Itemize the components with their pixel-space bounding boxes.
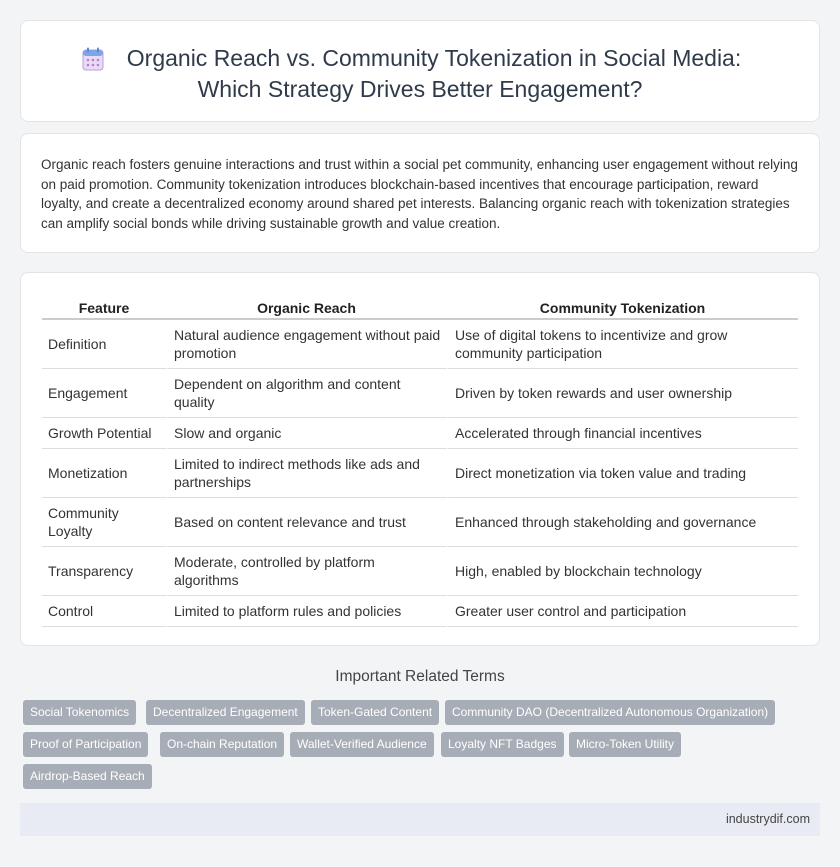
footer-site-link[interactable]: industrydif.com bbox=[725, 812, 810, 826]
related-terms-heading: Important Related Terms bbox=[335, 668, 505, 685]
table-row bbox=[42, 369, 798, 418]
tag-social-tokenomics[interactable]: Social Tokenomics bbox=[23, 700, 136, 725]
table-row bbox=[42, 418, 798, 449]
row-organic-reach: Limited to platform rules and policies bbox=[166, 596, 447, 627]
table-row bbox=[42, 320, 798, 369]
intro-card bbox=[20, 133, 820, 253]
row-organic-reach: Based on content relevance and trust bbox=[166, 498, 447, 547]
comparison-card bbox=[20, 272, 820, 646]
row-feature: Control bbox=[42, 596, 166, 627]
row-organic-reach: Moderate, controlled by platform algorithms bbox=[166, 547, 447, 596]
row-community-tokenization: Use of digital tokens to incentivize and grow community participation bbox=[447, 320, 798, 369]
intro-paragraph: Organic reach fosters genuine interactions and trust within a social pet community, enhancing user engagement without relying on paid promotion. Community tokenization introduces blockchain-based incentives that encourage participation, reward loyalty, and create a decentralized economy around shared pet interests. Balancing organic reach with tokenization strategies can amplify social bonds while driving sustainable growth and value creation. bbox=[41, 157, 798, 231]
footer bbox=[20, 803, 820, 836]
row-organic-reach: Slow and organic bbox=[166, 418, 447, 449]
tag-on-chain-reputation[interactable]: On-chain Reputation bbox=[160, 732, 284, 757]
row-community-tokenization: Direct monetization via token value and trading bbox=[447, 449, 798, 498]
row-feature: Definition bbox=[42, 320, 166, 369]
row-organic-reach: Natural audience engagement without paid promotion bbox=[166, 320, 447, 369]
tag-loyalty-nft-badges[interactable]: Loyalty NFT Badges bbox=[441, 732, 564, 757]
row-community-tokenization: Enhanced through stakeholding and governance bbox=[447, 498, 798, 547]
column-header-feature: Feature bbox=[42, 297, 166, 320]
row-community-tokenization: High, enabled by blockchain technology bbox=[447, 547, 798, 596]
tag-wallet-verified-audience[interactable]: Wallet-Verified Audience bbox=[290, 732, 434, 757]
table-row bbox=[42, 596, 798, 627]
page-title bbox=[21, 43, 819, 105]
table-row bbox=[42, 449, 798, 498]
page-title-line2: Which Strategy Drives Better Engagement? bbox=[197, 76, 643, 102]
row-feature: Monetization bbox=[42, 449, 166, 498]
page-title-line1: Organic Reach vs. Community Tokenization in Social Media: bbox=[126, 45, 742, 71]
row-feature: Engagement bbox=[42, 369, 166, 418]
comparison-table bbox=[42, 297, 798, 627]
row-organic-reach: Limited to indirect methods like ads and partnerships bbox=[166, 449, 447, 498]
tag-decentralized-engagement[interactable]: Decentralized Engagement bbox=[146, 700, 305, 725]
title-card bbox=[20, 20, 820, 122]
tag-community-dao[interactable]: Community DAO (Decentralized Autonomous Organization) bbox=[445, 700, 775, 725]
row-feature: Growth Potential bbox=[42, 418, 166, 449]
table-row bbox=[42, 498, 798, 547]
row-organic-reach: Dependent on algorithm and content quality bbox=[166, 369, 447, 418]
row-feature: Transparency bbox=[42, 547, 166, 596]
table-row bbox=[42, 547, 798, 596]
tag-token-gated-content[interactable]: Token-Gated Content bbox=[311, 700, 439, 725]
row-community-tokenization: Accelerated through financial incentives bbox=[447, 418, 798, 449]
row-community-tokenization: Driven by token rewards and user ownership bbox=[447, 369, 798, 418]
column-header-community-tokenization: Community Tokenization bbox=[447, 297, 798, 320]
tag-micro-token-utility[interactable]: Micro-Token Utility bbox=[569, 732, 681, 757]
row-community-tokenization: Greater user control and participation bbox=[447, 596, 798, 627]
column-header-organic-reach: Organic Reach bbox=[166, 297, 447, 320]
row-feature: Community Loyalty bbox=[42, 498, 166, 547]
tag-proof-of-participation[interactable]: Proof of Participation bbox=[23, 732, 148, 757]
tag-airdrop-based-reach[interactable]: Airdrop-Based Reach bbox=[23, 764, 152, 789]
